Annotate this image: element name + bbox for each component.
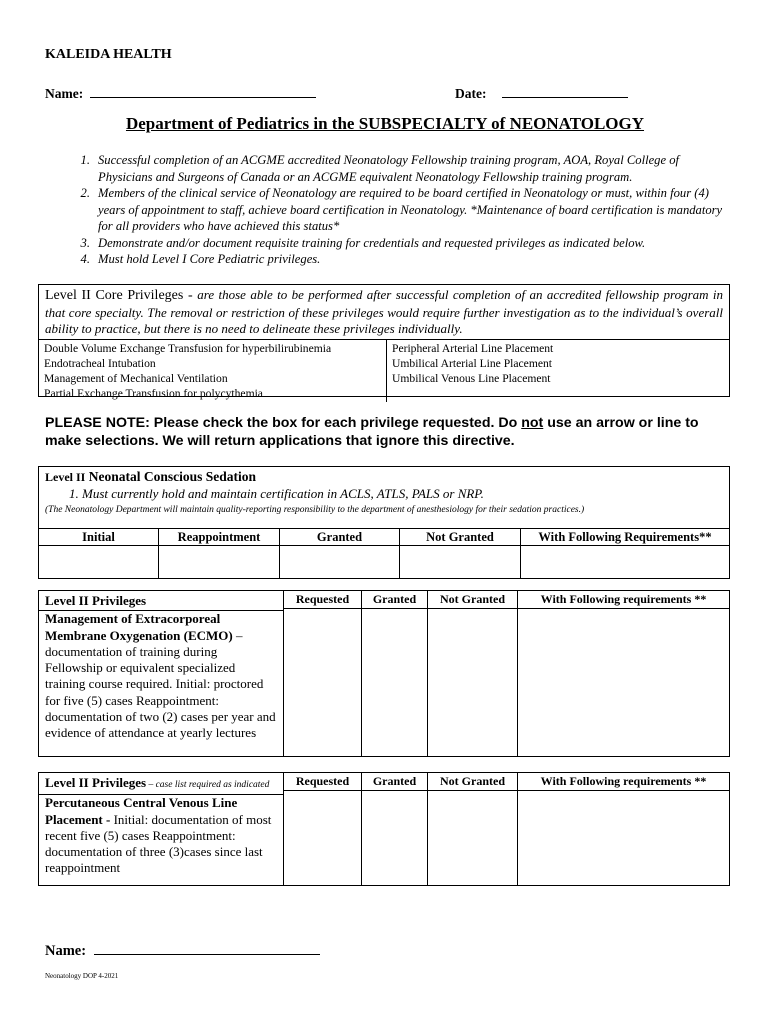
date-label: Date: bbox=[455, 86, 487, 101]
reappointment-checkbox[interactable] bbox=[159, 546, 280, 578]
name-field[interactable] bbox=[45, 84, 316, 102]
core-privileges-col2 bbox=[387, 340, 729, 402]
list-item: 1. Successful completion of an ACGME accredited Neonatology Fellowship training program, AOA, Royal College of Physicians and Surgeons of Canada or an ACGME equivalent Neonatology Fellowship training program. bbox=[80, 153, 679, 184]
page-title: Department of Pediatrics in the SUBSPECIALTY of NEONATOLOGY bbox=[125, 114, 645, 133]
core-privilege-item: Management of Mechanical Ventilation bbox=[44, 372, 228, 385]
date-field[interactable] bbox=[455, 84, 628, 102]
pcvl-privilege-table bbox=[38, 772, 730, 886]
col-initial: Initial bbox=[39, 529, 159, 546]
core-privilege-item: Double Volume Exchange Transfusion for hyperbilirubinemia bbox=[44, 342, 332, 355]
name-underline[interactable] bbox=[94, 940, 320, 955]
organization-name: KALEIDA HEALTH bbox=[45, 47, 172, 62]
sedation-box bbox=[38, 466, 730, 579]
ecmo-privilege-table bbox=[38, 590, 730, 757]
ecmo-requirements-col[interactable]: With Following requirements ** bbox=[518, 591, 729, 756]
pcvl-description: Level II Privileges – case list required as indicated Percutaneous Central Venous Line Placement - Initial: documentation of most recent five (5) cases Reappointment: documentation of three (3)cases since last reappointment bbox=[39, 773, 284, 885]
pcvl-not-granted-col[interactable]: Not Granted bbox=[428, 773, 518, 885]
sedation-requirement: 1. Must currently hold and maintain certification in ACLS, ATLS, PALS or NRP. bbox=[69, 486, 484, 501]
requirements-field[interactable] bbox=[521, 546, 729, 578]
ecmo-description: Level II Privileges Management of Extracorporeal Membrane Oxygenation (ECMO) – documentation of training during Fellowship or equivalent specialized training course required. Initial: proctored for five (5) cases Reappointment: documentation of two (2) cases per year and evidence of attendance at yearly lectures bbox=[39, 591, 284, 756]
core-privileges-box bbox=[38, 284, 730, 400]
sedation-note: (The Neonatology Department will maintain quality-reporting responsibility to the department of anesthesiology for their sedation practices.) bbox=[45, 505, 585, 515]
col-not-granted: Not Granted bbox=[400, 529, 521, 546]
col-requirements: With Following Requirements** bbox=[521, 529, 729, 546]
requirements-list bbox=[45, 152, 725, 268]
document-code: Neonatology DOP 4-2021 bbox=[45, 972, 119, 980]
pcvl-requested-col[interactable]: Requested bbox=[284, 773, 362, 885]
ecmo-not-granted-col[interactable]: Not Granted bbox=[428, 591, 518, 756]
core-privileges-heading bbox=[39, 285, 729, 340]
core-privilege-item: Endotracheal Intubation bbox=[44, 357, 156, 370]
core-privilege-item: Partial Exchange Transfusion for polycythemia bbox=[44, 387, 263, 400]
pcvl-granted-col[interactable]: Granted bbox=[362, 773, 428, 885]
granted-checkbox[interactable] bbox=[280, 546, 400, 578]
list-item: 2. Members of the clinical service of Neonatology are required to be board certified in Neonatology or must, within four (4) years of appointment to staff, achieve board certification in Neonatology. *Maintenance of board certification is mandatory for all providers who have achieved this status* bbox=[80, 186, 723, 233]
ecmo-granted-col[interactable]: Granted bbox=[362, 591, 428, 756]
col-granted: Granted bbox=[280, 529, 400, 546]
list-item: 4. Must hold Level I Core Pediatric privileges. bbox=[80, 252, 321, 266]
name-label: Name: bbox=[45, 86, 84, 101]
list-item: 3. Demonstrate and/or document requisite training for credentials and requested privileges as indicated below. bbox=[80, 235, 646, 250]
signature-name-field[interactable] bbox=[45, 940, 320, 960]
ecmo-requested-col[interactable]: Requested bbox=[284, 591, 362, 756]
please-note: PLEASE NOTE: Please check the box for each privilege requested. Do not use an arrow or line to make selections. We will return applications that ignore this directive. bbox=[45, 415, 699, 449]
name-label: Name: bbox=[45, 943, 87, 959]
core-privilege-item: Umbilical Arterial Line Placement bbox=[392, 357, 553, 370]
name-underline[interactable] bbox=[90, 84, 316, 98]
core-privilege-item: Umbilical Venous Line Placement bbox=[392, 372, 551, 385]
sedation-title: Level II Neonatal Conscious Sedation bbox=[45, 469, 256, 484]
core-privileges-col1 bbox=[39, 340, 387, 402]
pcvl-requirements-col[interactable]: With Following requirements ** bbox=[518, 773, 729, 885]
not-granted-checkbox[interactable] bbox=[400, 546, 521, 578]
core-privileges-description: are those able to be performed after successful completion of an accredited fellowship program in that core specialty. The removal or restriction of these privileges would require further investigation as to the individual’s overall ability to practice, but there is no need to delineate these privileges individually. bbox=[45, 287, 724, 336]
core-privileges-level: Level II Core Privileges - bbox=[45, 288, 198, 303]
initial-checkbox[interactable] bbox=[39, 546, 159, 578]
col-reappointment: Reappointment bbox=[159, 529, 280, 546]
core-privilege-item: Peripheral Arterial Line Placement bbox=[392, 342, 554, 355]
date-underline[interactable] bbox=[502, 84, 628, 98]
